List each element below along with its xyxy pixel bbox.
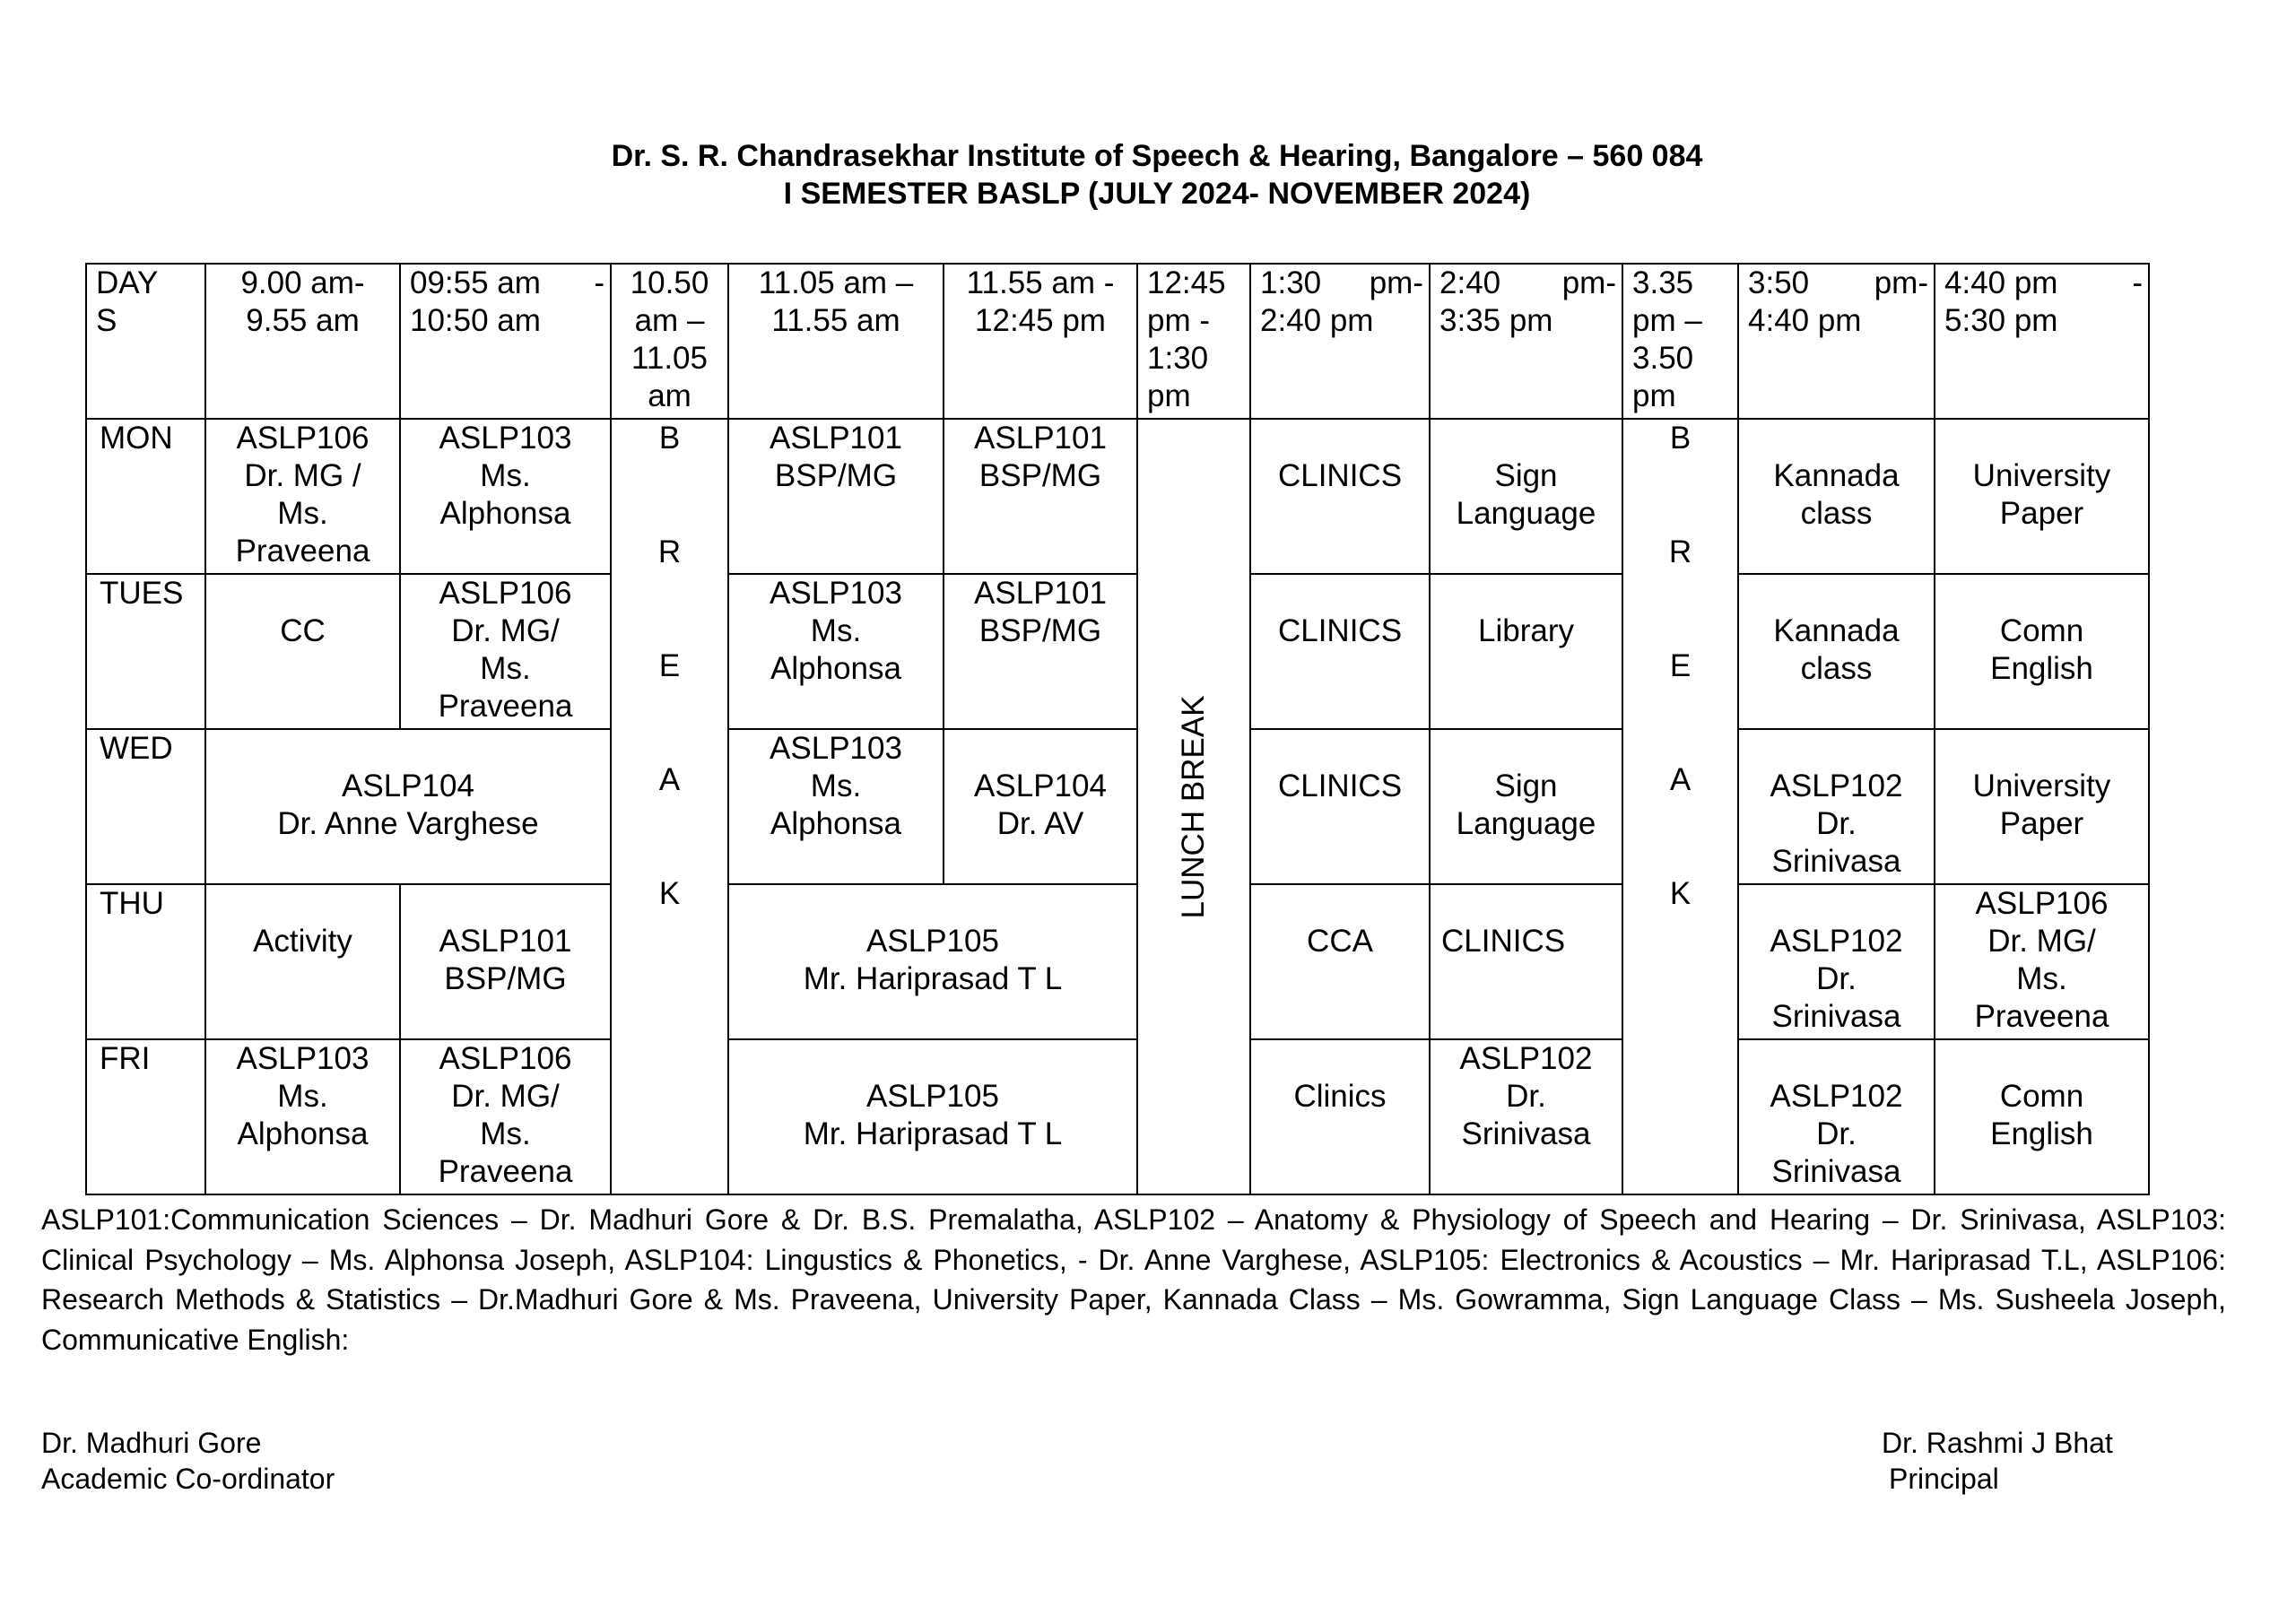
cell-line: Paper <box>1999 496 2084 531</box>
afternoon-break <box>1622 419 1738 1194</box>
cell-line: pm <box>1632 378 1676 413</box>
cell-tues-p8 <box>1935 574 2149 729</box>
cell-line: Dr. <box>1816 806 1857 841</box>
cell-mon-p4 <box>944 419 1137 574</box>
cell-tues-p2 <box>400 574 611 729</box>
cell-line: CLINICS <box>1277 769 1403 803</box>
cell-line: BSP/MG <box>978 458 1102 493</box>
cell-line: Srinivasa <box>1771 999 1901 1034</box>
cell-line: 09:55 am - <box>410 265 604 300</box>
header-period-5 <box>1250 264 1430 419</box>
cell-line: Sign <box>1494 458 1558 493</box>
cell-line: S <box>96 303 117 338</box>
cell-line: Language <box>1456 806 1596 841</box>
cell-line: 5:30 pm <box>1944 303 2058 338</box>
cell-line: Ms. <box>810 769 862 803</box>
cell-line: 1:30 <box>1147 341 1209 376</box>
cell-line: Ms. <box>480 458 531 493</box>
cell-line: Dr. MG / <box>244 458 361 493</box>
cell-line: Mr. Hariprasad T L <box>803 961 1063 996</box>
cell-thu-p6 <box>1430 884 1622 1039</box>
cell-line: Alphonsa <box>770 806 901 841</box>
cell-line: Language <box>1456 496 1596 531</box>
break-letter: E <box>1669 648 1692 683</box>
cell-line: Sign <box>1494 769 1558 803</box>
cell-fri-p3-p4 <box>728 1039 1137 1194</box>
cell-wed-p4 <box>944 729 1137 884</box>
cell-line: ASLP104 <box>974 769 1107 803</box>
cell-line: CLINICS <box>1277 458 1403 493</box>
signatory-name: Dr. Rashmi J Bhat <box>1882 1427 2113 1459</box>
cell-line: ASLP102 <box>1770 1079 1903 1114</box>
break-letters <box>617 420 722 913</box>
cell-thu-p2 <box>400 884 611 1039</box>
break-letter: B <box>1669 421 1692 456</box>
cell-line: Dr. MG/ <box>451 1079 560 1114</box>
cell-line: Activity <box>253 924 352 959</box>
cell-line: 11.55 am - <box>966 265 1115 300</box>
row-thu <box>86 884 2149 1039</box>
cell-line: ASLP102 <box>1459 1041 1593 1076</box>
cell-line: Srinivasa <box>1771 844 1901 879</box>
cell-line: 9.55 am <box>246 303 360 338</box>
cell-line: ASLP102 <box>1770 924 1903 959</box>
header-lunch <box>1137 264 1250 419</box>
cell-line: Praveena <box>235 534 370 569</box>
semester-title: I SEMESTER BASLP (JULY 2024- NOVEMBER 2024) <box>783 177 1531 211</box>
cell-line: 3.50 <box>1632 341 1694 376</box>
cell-tues-p1 <box>205 574 400 729</box>
lunch-break <box>1137 419 1250 1194</box>
break-letter: K <box>658 876 681 911</box>
cell-line: Ms. <box>480 651 531 686</box>
cell-line: Dr. <box>1816 961 1857 996</box>
cell-fri-p7 <box>1738 1039 1935 1194</box>
row-wed <box>86 729 2149 884</box>
cell-line: 11.05 <box>631 341 708 376</box>
cell-line: 11.05 am – <box>758 265 914 300</box>
break-letter: R <box>1668 534 1692 569</box>
cell-line: ASLP106 <box>236 421 370 456</box>
cell-tues-p5 <box>1250 574 1430 729</box>
cell-line: BSP/MG <box>774 458 898 493</box>
cell-line: ASLP104 <box>342 769 474 803</box>
cell-line: BSP/MG <box>444 961 567 996</box>
cell-line: ASLP106 <box>439 576 572 611</box>
cell-line: ASLP101 <box>770 421 902 456</box>
row-tues <box>86 574 2149 729</box>
cell-line: pm - <box>1147 303 1210 338</box>
cell-mon-p7 <box>1738 419 1935 574</box>
lunch-break-label: LUNCH BREAK <box>1176 695 1211 918</box>
cell-line: Dr. AV <box>996 806 1084 841</box>
course-legend: ASLP101:Communication Sciences – Dr. Madhuri Gore & Dr. B.S. Premalatha, ASLP102 – Anatomy & Physiology of Speech and Hearing – Dr. Srinivasa, ASLP103: Clinical Psychology – Ms. Alphonsa Joseph, ASLP104: Lingustics & Phonetics, - Dr. Anne Varghese, ASLP105: Electronics & Acoustics – Mr. Hariprasad T.L, ASLP106: Research Methods & Statistics – Dr.Madhuri Gore & Ms. Praveena, University Paper, Kannada Class – Ms. Gowramma, Sign Language Class – Ms. Susheela Joseph, Communicative English: <box>41 1203 2226 1356</box>
signatory-role: Principal <box>1889 1463 1999 1495</box>
day-label: FRI <box>86 1039 205 1194</box>
cell-line: class <box>1800 496 1873 531</box>
header-days <box>86 264 205 419</box>
header-period-2 <box>400 264 611 419</box>
header-period-4 <box>944 264 1137 419</box>
cell-line: Alphonsa <box>770 651 901 686</box>
cell-line: Dr. Anne Varghese <box>277 806 539 841</box>
cell-line: Dr. <box>1506 1079 1546 1114</box>
cell-line: Ms. <box>277 1079 328 1114</box>
cell-mon-p3 <box>728 419 944 574</box>
cell-line: 1:30 pm- <box>1260 265 1423 300</box>
cell-line: Praveena <box>438 1154 573 1189</box>
cell-line: ASLP101 <box>974 576 1107 611</box>
cell-line: 11.55 am <box>771 303 900 338</box>
cell-tues-p3 <box>728 574 944 729</box>
cell-line: Paper <box>1999 806 2084 841</box>
cell-line: class <box>1800 651 1873 686</box>
cell-tues-p6 <box>1430 574 1622 729</box>
cell-wed-p8 <box>1935 729 2149 884</box>
cell-line: ASLP103 <box>439 421 572 456</box>
cell-line: CC <box>280 613 326 648</box>
header-row <box>86 264 2149 419</box>
cell-fri-p8 <box>1935 1039 2149 1194</box>
cell-fri-p2 <box>400 1039 611 1194</box>
cell-mon-p6 <box>1430 419 1622 574</box>
cell-line: Kannada <box>1773 613 1900 648</box>
cell-line: Clinics <box>1293 1079 1387 1114</box>
day-label: MON <box>86 419 205 574</box>
cell-line: English <box>1990 1116 2093 1151</box>
row-mon <box>86 419 2149 574</box>
cell-wed-p3 <box>728 729 944 884</box>
header-period-8 <box>1935 264 2149 419</box>
cell-line: 3:50 pm- <box>1748 265 1928 300</box>
signatory-name: Dr. Madhuri Gore <box>41 1427 262 1459</box>
cell-line: Ms. <box>2016 961 2067 996</box>
signature-principal <box>1882 1425 2113 1497</box>
cell-line: University <box>1972 458 2111 493</box>
break-letter: A <box>658 762 681 797</box>
cell-line: Comn <box>1999 613 2084 648</box>
cell-thu-p8 <box>1935 884 2149 1039</box>
cell-mon-p8 <box>1935 419 2149 574</box>
cell-fri-p6 <box>1430 1039 1622 1194</box>
cell-line: 12:45 pm <box>975 303 1106 338</box>
cell-mon-p2 <box>400 419 611 574</box>
header-period-7 <box>1738 264 1935 419</box>
cell-line: 2:40 pm <box>1260 303 1374 338</box>
cell-mon-p1 <box>205 419 400 574</box>
header-break-2 <box>1622 264 1738 419</box>
cell-wed-p1-p2 <box>205 729 611 884</box>
break-letters <box>1629 420 1732 913</box>
cell-thu-p3-p4 <box>728 884 1137 1039</box>
cell-line: 3.35 <box>1632 265 1694 300</box>
cell-line: Dr. MG/ <box>1987 924 2096 959</box>
cell-line: Srinivasa <box>1771 1154 1901 1189</box>
cell-line: Alphonsa <box>439 496 571 531</box>
cell-line: CCA <box>1307 924 1373 959</box>
header-period-3 <box>728 264 944 419</box>
header-period-6 <box>1430 264 1622 419</box>
break-letter: R <box>657 534 682 569</box>
signature-coordinator <box>41 1425 335 1497</box>
cell-line: 10.50 <box>630 265 709 300</box>
cell-line: Ms. <box>277 496 328 531</box>
cell-line: Praveena <box>438 689 573 724</box>
day-label: TUES <box>86 574 205 729</box>
cell-line: ASLP102 <box>1770 769 1903 803</box>
header-period-1 <box>205 264 400 419</box>
cell-line: am – <box>634 303 705 338</box>
cell-line: 4:40 pm <box>1748 303 1862 338</box>
cell-line: Library <box>1478 613 1574 648</box>
cell-line: ASLP106 <box>439 1041 572 1076</box>
cell-line: am <box>648 378 691 413</box>
cell-line: ASLP103 <box>770 731 902 766</box>
header-break-1 <box>611 264 728 419</box>
morning-break <box>611 419 728 1194</box>
cell-line: ASLP105 <box>866 924 999 959</box>
institute-title: Dr. S. R. Chandrasekhar Institute of Speech & Hearing, Bangalore – 560 084 <box>611 139 1703 173</box>
cell-line: 2:40 pm- <box>1439 265 1616 300</box>
cell-line: 10:50 am <box>410 303 541 338</box>
cell-fri-p5 <box>1250 1039 1430 1194</box>
cell-line: English <box>1990 651 2093 686</box>
cell-line: 12:45 <box>1147 265 1226 300</box>
cell-line: DAY <box>96 265 159 300</box>
cell-line: 3:35 pm <box>1439 303 1553 338</box>
day-label: WED <box>86 729 205 884</box>
cell-line: Ms. <box>480 1116 531 1151</box>
cell-line: Alphonsa <box>237 1116 369 1151</box>
cell-line: ASLP101 <box>974 421 1107 456</box>
break-letter: K <box>1669 876 1692 911</box>
cell-mon-p5 <box>1250 419 1430 574</box>
cell-line: CLINICS <box>1441 924 1566 959</box>
cell-line: ASLP105 <box>866 1079 999 1114</box>
break-letter: A <box>1669 762 1692 797</box>
cell-line: Ms. <box>810 613 862 648</box>
cell-line: 9.00 am- <box>240 265 365 300</box>
cell-line: ASLP103 <box>236 1041 370 1076</box>
cell-thu-p5 <box>1250 884 1430 1039</box>
cell-line: pm – <box>1632 303 1702 338</box>
signatory-role: Academic Co-ordinator <box>41 1463 335 1495</box>
cell-line: Kannada <box>1773 458 1900 493</box>
cell-thu-p7 <box>1738 884 1935 1039</box>
cell-line: Praveena <box>1974 999 2109 1034</box>
cell-line: 4:40 pm - <box>1944 265 2143 300</box>
cell-line: Dr. <box>1816 1116 1857 1151</box>
cell-wed-p7 <box>1738 729 1935 884</box>
timetable <box>85 263 2150 1195</box>
cell-line: Comn <box>1999 1079 2084 1114</box>
cell-line: ASLP103 <box>770 576 902 611</box>
break-letter: E <box>658 648 681 683</box>
cell-line: BSP/MG <box>978 613 1102 648</box>
break-letter: B <box>658 421 681 456</box>
cell-tues-p7 <box>1738 574 1935 729</box>
cell-wed-p5 <box>1250 729 1430 884</box>
cell-line: ASLP101 <box>439 924 572 959</box>
cell-line: CLINICS <box>1277 613 1403 648</box>
cell-wed-p6 <box>1430 729 1622 884</box>
cell-line: pm <box>1147 378 1191 413</box>
cell-fri-p1 <box>205 1039 400 1194</box>
cell-line: Mr. Hariprasad T L <box>803 1116 1063 1151</box>
cell-line: ASLP106 <box>1975 886 2109 921</box>
row-fri <box>86 1039 2149 1194</box>
cell-line: Srinivasa <box>1461 1116 1591 1151</box>
day-label: THU <box>86 884 205 1039</box>
cell-thu-p1 <box>205 884 400 1039</box>
cell-line: Dr. MG/ <box>451 613 560 648</box>
cell-tues-p4 <box>944 574 1137 729</box>
cell-line: University <box>1972 769 2111 803</box>
